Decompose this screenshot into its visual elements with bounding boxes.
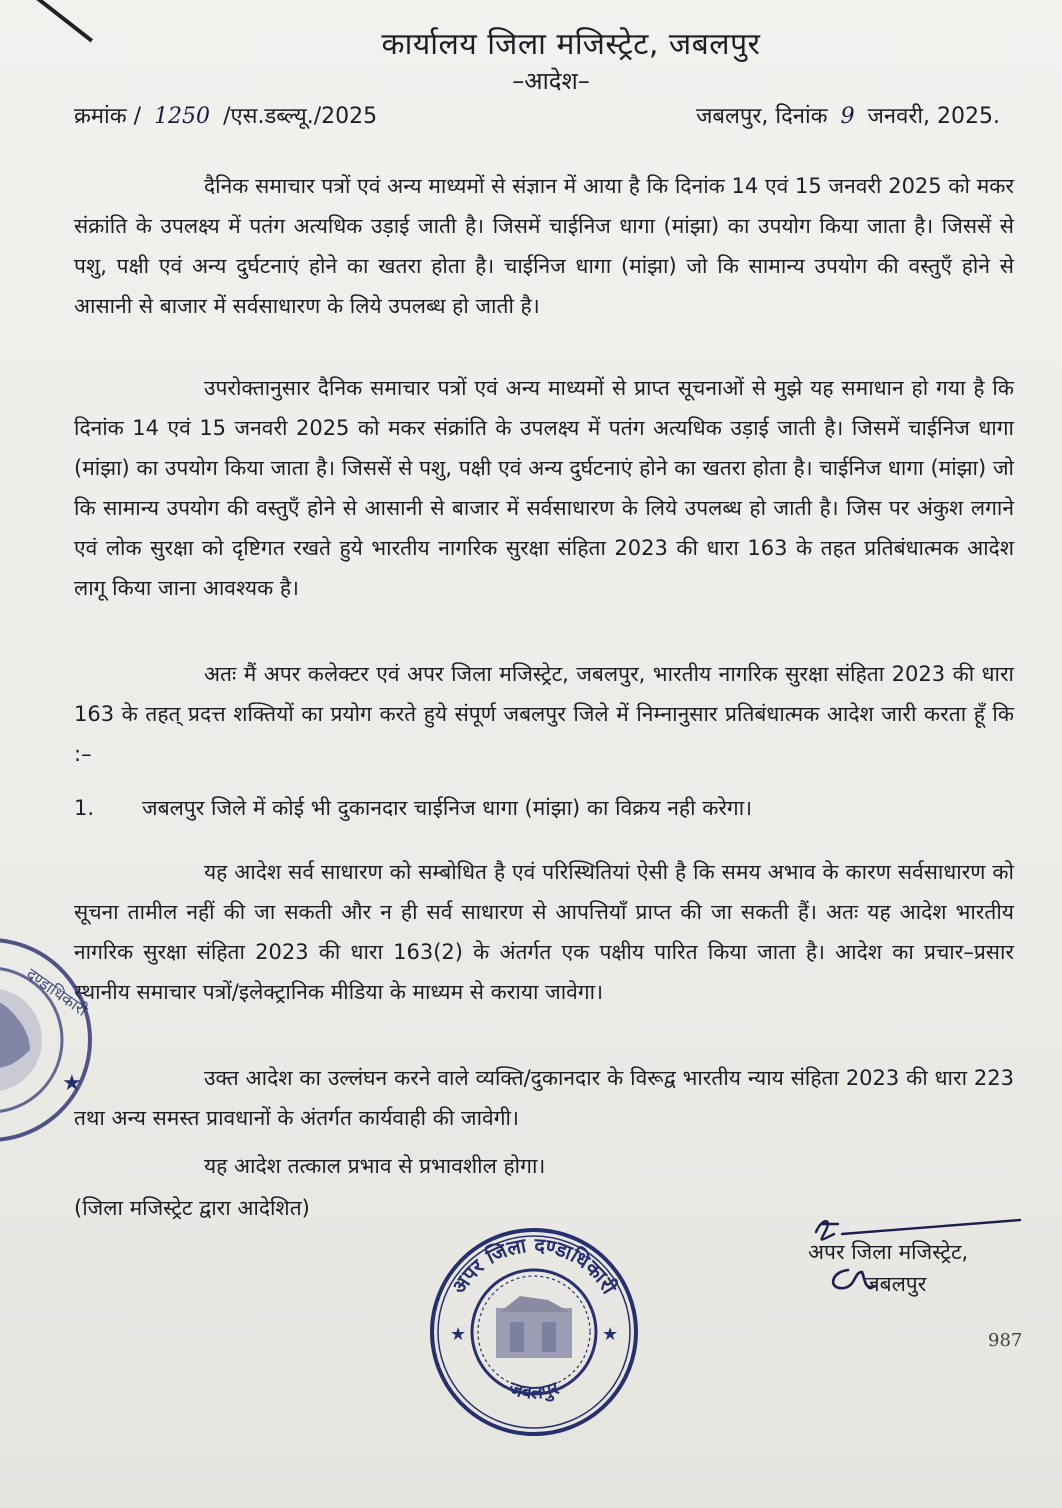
handwritten-day: 9 [840, 104, 855, 129]
paragraph-3-text: अतः मैं अपर कलेक्टर एवं अपर जिला मजिस्ट्रेट, जबलपुर, भारतीय नागरिक सुरक्षा संहिता 2023 की धारा 163 के तहत् प्रदत्त शक्तियों का प्रयोग करते हुये संपूर्ण जबलपुर जिले में निम्नानुसार प्रतिबंधात्मक आदेश जारी करता हूँ कि :– [74, 662, 1014, 766]
paragraph-4 [74, 852, 1014, 1012]
paragraph-2-text: उपरोक्तानुसार दैनिक समाचार पत्रों एवं अन्य माध्यमों से प्राप्त सूचनाओं से मुझे यह समाधान हो गया है कि दिनांक 14 एवं 15 जनवरी 2025 को मकर संक्रांति के उपलक्ष्य में पतंग अत्यधिक उड़ाई जाती है। जिसमें चाईनिज धागा (मांझा) का उपयोग किया जाता है। जिससें से पशु, पक्षी एवं अन्य दुर्घटनाएं होने का खतरा होता है। चाईनिज धागा (मांझा) जो कि सामान्य उपयोग की वस्तुएँ होने से आसानी से बाजार में सर्वसाधारण के लिये उपलब्ध हो जाती है। जिस पर अंकुश लगाने एवं लोक सुरक्षा को दृष्टिगत रखते हुये भारतीय नागरिक सुरक्षा संहिता 2023 की धारा 163 के तहत प्रतिबंधात्मक आदेश लागू किया जाना आवश्यक है। [74, 376, 1014, 600]
bottom-official-seal-icon [424, 1222, 644, 1442]
order-item-text: जबलपुर जिले में कोई भी दुकानदार चाईनिज धागा (मांझा) का विक्रय नही करेगा। [142, 796, 753, 820]
paragraph-4-text: यह आदेश सर्व साधारण को सम्बोधित है एवं परिस्थितियां ऐसी है कि समय अभाव के कारण सर्वसाधारण को सूचना तामील नहीं की जा सकती और न ही सर्व साधारण से आपत्तियॉं प्राप्त की जा सकती हैं। अतः यह आदेश भारतीय नागरिक सुरक्षा संहिता 2023 की धारा 163(2) के अंतर्गत एक पक्षीय पारित किया जाता है। आदेश का प्रचार–प्रसार स्थानीय समाचार पत्रों/इलेक्ट्रानिक मीडिया के माध्यम से कराया जावेगा। [74, 860, 1014, 1004]
ordered-by: (जिला मजिस्ट्रेट द्वारा आदेशित) [74, 1196, 310, 1220]
paragraph-1 [74, 166, 1014, 326]
paragraph-2 [74, 368, 1014, 608]
paragraph-3 [74, 654, 1014, 774]
svg-text:★: ★ [450, 1324, 467, 1345]
place-date [696, 100, 1000, 130]
paragraph-1-text: दैनिक समाचार पत्रों एवं अन्य माध्यमों से संज्ञान में आया है कि दिनांक 14 एवं 15 जनवरी 2025 को मकर संक्रांति के उपलक्ष्य में पतंग अत्यधिक उड़ाई जाती है। जिसमें चाईनिज धागा (मांझा) का उपयोग किया जाता है। जिससें से पशु, पक्षी एवं अन्य दुर्घटनाएं होने का खतरा होता है। चाईनिज धागा (मांझा) जो कि सामान्य उपयोग की वस्तुएँ होने से आसानी से बाजार में सर्वसाधारण के लिये उपलब्ध हो जाती है। [74, 174, 1014, 318]
order-item-number: 1. [74, 796, 95, 820]
page-number: 987 [988, 1330, 1023, 1351]
month-year: जनवरी, 2025. [867, 104, 1000, 129]
svg-text:दण्डाधिकारी: दण्डाधिकारी [22, 964, 91, 1020]
order-heading: –आदेश– [512, 67, 590, 95]
reference-handwritten-number: 1250 [154, 104, 211, 129]
left-official-seal-icon [0, 930, 100, 1150]
signature-designation: अपर जिला मजिस्ट्रेट, [808, 1240, 969, 1264]
office-title: कार्यालय जिला मजिस्ट्रेट, जबलपुर [381, 27, 761, 62]
place-date-prefix: जबलपुर, दिनांक [696, 104, 828, 129]
seal-text: अपर जिला दण्डाधिकारी [446, 1232, 622, 1298]
reference-prefix: क्रमांक / [74, 104, 142, 129]
paragraph-6-text: यह आदेश तत्काल प्रभाव से प्रभावशील होगा। [204, 1154, 546, 1178]
reference-number [74, 100, 377, 130]
reference-suffix: /एस.डब्ल्यू./2025 [223, 104, 378, 129]
paragraph-5 [74, 1058, 1014, 1138]
signature-place: जबलपुर [864, 1272, 927, 1296]
seal-place: जबलपुर [506, 1377, 562, 1404]
signature-initial-icon [826, 1264, 886, 1296]
reference-row [74, 100, 1000, 136]
paragraph-5-text: उक्त आदेश का उल्लंघन करने वाले व्यक्ति/दुकानदार के विरूद्व भारतीय न्याय संहिता 2023 की धारा 223 तथा अन्य समस्त प्रावधानों के अंतर्गत कार्यवाही की जावेगी। [74, 1066, 1014, 1130]
svg-text:★: ★ [62, 1071, 82, 1096]
svg-text:★: ★ [602, 1324, 619, 1345]
